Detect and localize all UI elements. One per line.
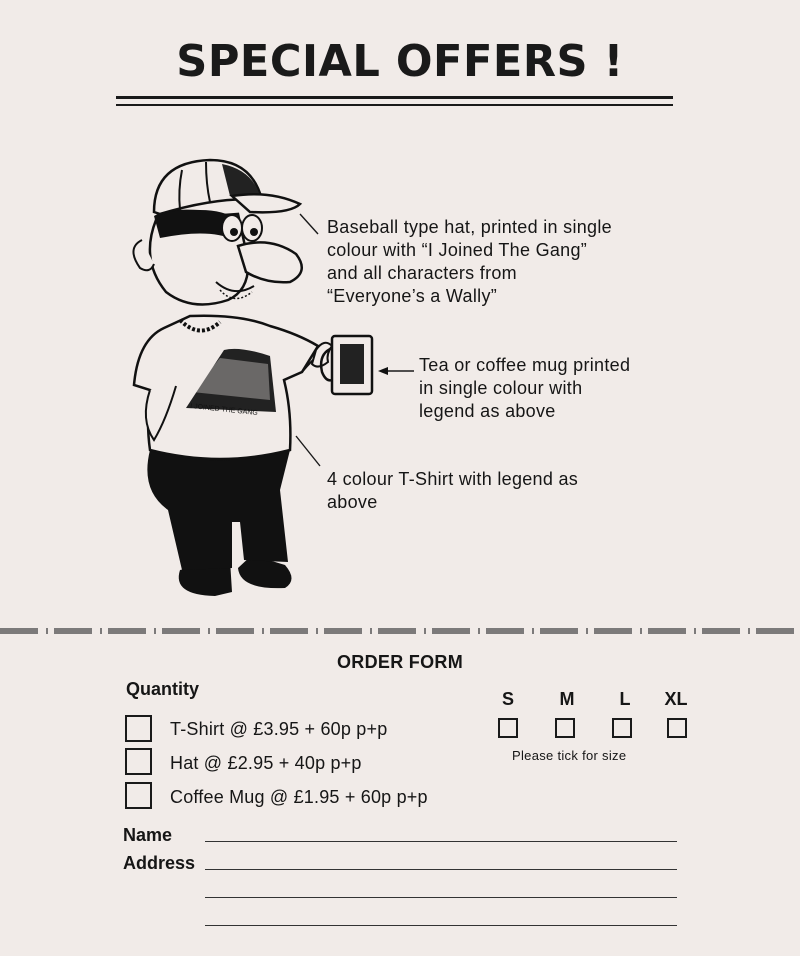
tshirt-item-label: T-Shirt @ £3.95 + 60p p+p xyxy=(170,719,388,739)
address-field-line-3[interactable] xyxy=(205,925,677,926)
tshirt-annotation-line: 4 colour T-Shirt with legend as xyxy=(327,469,579,489)
cut-line xyxy=(0,628,800,634)
tshirt-quantity-box[interactable] xyxy=(125,715,152,742)
mug-annotation xyxy=(419,354,630,423)
mug-annotation-line: legend as above xyxy=(419,401,556,421)
mug-annotation-line: in single colour with xyxy=(419,378,583,398)
size-checkbox-s[interactable] xyxy=(498,718,518,738)
mug-annotation-line: Tea or coffee mug printed xyxy=(419,355,631,375)
name-label: Name xyxy=(123,825,173,845)
address-field-line-1[interactable] xyxy=(205,869,677,870)
size-header-xl: XL xyxy=(664,689,688,709)
hat-annotation-line: and all characters from xyxy=(327,263,517,283)
hat-quantity-box[interactable] xyxy=(125,748,152,775)
hat-annotation xyxy=(327,216,612,308)
size-header-s: S xyxy=(501,689,514,709)
size-checkbox-l[interactable] xyxy=(612,718,632,738)
order-form-title: ORDER FORM xyxy=(337,652,463,672)
size-checkbox-m[interactable] xyxy=(555,718,575,738)
hat-annotation-line: Baseball type hat, printed in single xyxy=(327,217,612,237)
tshirt-annotation-line: above xyxy=(327,492,378,512)
size-checkbox-xl[interactable] xyxy=(667,718,687,738)
hat-item-label: Hat @ £2.95 + 40p p+p xyxy=(170,753,362,773)
svg-text:I JOINED THE GANG: I JOINED THE GANG xyxy=(189,403,259,418)
hat-annotation-line: colour with “I Joined The Gang” xyxy=(327,240,588,260)
page-title: SPECIAL OFFERS ! xyxy=(176,36,624,87)
mug-quantity-box[interactable] xyxy=(125,782,152,809)
name-field[interactable] xyxy=(205,841,677,842)
hat-annotation-line: “Everyone’s a Wally” xyxy=(327,286,498,306)
size-header-l: L xyxy=(619,689,631,709)
address-field-line-2[interactable] xyxy=(205,897,677,898)
address-label: Address xyxy=(123,853,196,873)
size-header-m: M xyxy=(559,689,575,709)
tshirt-annotation xyxy=(327,468,578,514)
mug-item-label: Coffee Mug @ £1.95 + 60p p+p xyxy=(170,787,428,807)
size-instruction: Please tick for size xyxy=(512,748,627,763)
quantity-label: Quantity xyxy=(126,679,200,699)
